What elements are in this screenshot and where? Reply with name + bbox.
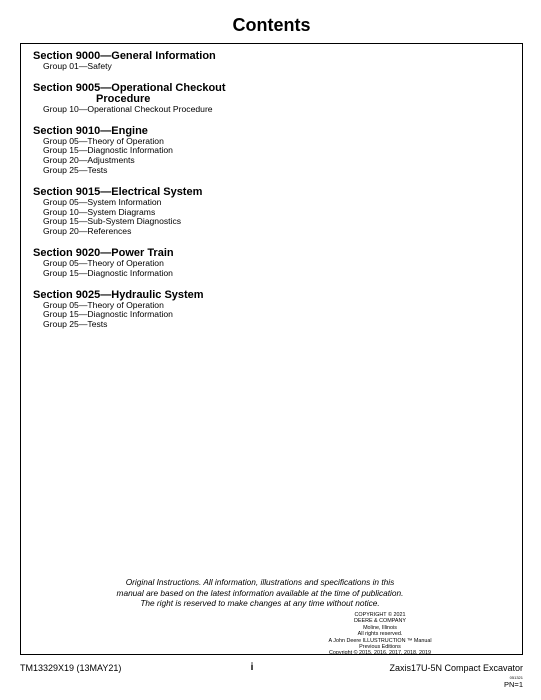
group-link[interactable]: Group 05—Theory of Operation	[43, 299, 164, 310]
group-link[interactable]: Group 15—Diagnostic Information	[43, 267, 173, 278]
section-title-link[interactable]: Section 9015—Electrical System	[33, 185, 203, 198]
legal-line: manual are based on the latest information available at the time of publication.	[116, 587, 404, 598]
section-title-link[interactable]: Section 9025—Hydraulic System	[33, 288, 204, 301]
table-of-contents	[33, 51, 493, 341]
group-link[interactable]: Group 20—References	[43, 226, 132, 237]
copyright-line: Moline, Illinois	[363, 624, 397, 631]
page-title: Contents	[232, 15, 311, 35]
section-title-link[interactable]: Section 9020—Power Train	[33, 246, 174, 259]
group-link[interactable]: Group 05—System Information	[43, 196, 162, 207]
group-link[interactable]: Group 01—Safety	[43, 61, 112, 71]
group-link[interactable]: Group 05—Theory of Operation	[43, 257, 164, 268]
section-title-link[interactable]: Section 9000—General Information	[33, 50, 216, 62]
legal-line: The right is reserved to make changes at any time without notice.	[140, 598, 380, 609]
toc-section	[33, 248, 493, 279]
toc-section	[33, 290, 493, 330]
group-link[interactable]: Group 25—Tests	[43, 164, 108, 175]
group-link[interactable]: Group 10—System Diagrams	[43, 206, 156, 217]
legal-notice	[80, 577, 440, 609]
group-link[interactable]: Group 25—Tests	[43, 319, 108, 330]
section-title-continuation[interactable]: Procedure	[96, 92, 151, 105]
footer-doc-id: TM13329X19 (13MAY21)	[20, 663, 122, 673]
group-link[interactable]: Group 05—Theory of Operation	[43, 135, 164, 146]
copyright-line: COPYRIGHT © 2021	[354, 612, 406, 618]
group-link[interactable]: Group 10—Operational Checkout Procedure	[43, 103, 213, 114]
copyright-line: All rights reserved.	[357, 631, 403, 638]
footer-code: 051321	[509, 675, 523, 680]
group-link[interactable]: Group 15—Sub-System Diagnostics	[43, 216, 182, 227]
group-link[interactable]: Group 15—Diagnostic Information	[43, 145, 173, 156]
toc-section	[33, 126, 493, 176]
section-title-link[interactable]: Section 9005—Operational Checkout	[33, 81, 226, 94]
footer-pn: PN=1	[504, 680, 523, 689]
group-link[interactable]: Group 20—Adjustments	[43, 155, 135, 166]
copyright-line: DEERE & COMPANY	[353, 618, 407, 625]
toc-section	[33, 83, 493, 115]
group-link[interactable]: Group 15—Diagnostic Information	[43, 309, 173, 320]
toc-section	[33, 51, 493, 72]
legal-line: Original Instructions. All information, illustrations and specifications in this	[125, 577, 395, 587]
copyright-line: Previous Editions	[359, 644, 401, 651]
copyright-block	[312, 612, 448, 657]
footer-model: Zaxis17U-5N Compact Excavator	[389, 663, 523, 673]
footer-page-number: i	[250, 662, 254, 673]
section-title-link[interactable]: Section 9010—Engine	[33, 124, 148, 137]
copyright-line: A John Deere ILLUSTRUCTION ™ Manual	[328, 637, 432, 644]
toc-section	[33, 187, 493, 237]
copyright-line: Copyright © 2015, 2016, 2017, 2018, 2019	[329, 650, 431, 657]
